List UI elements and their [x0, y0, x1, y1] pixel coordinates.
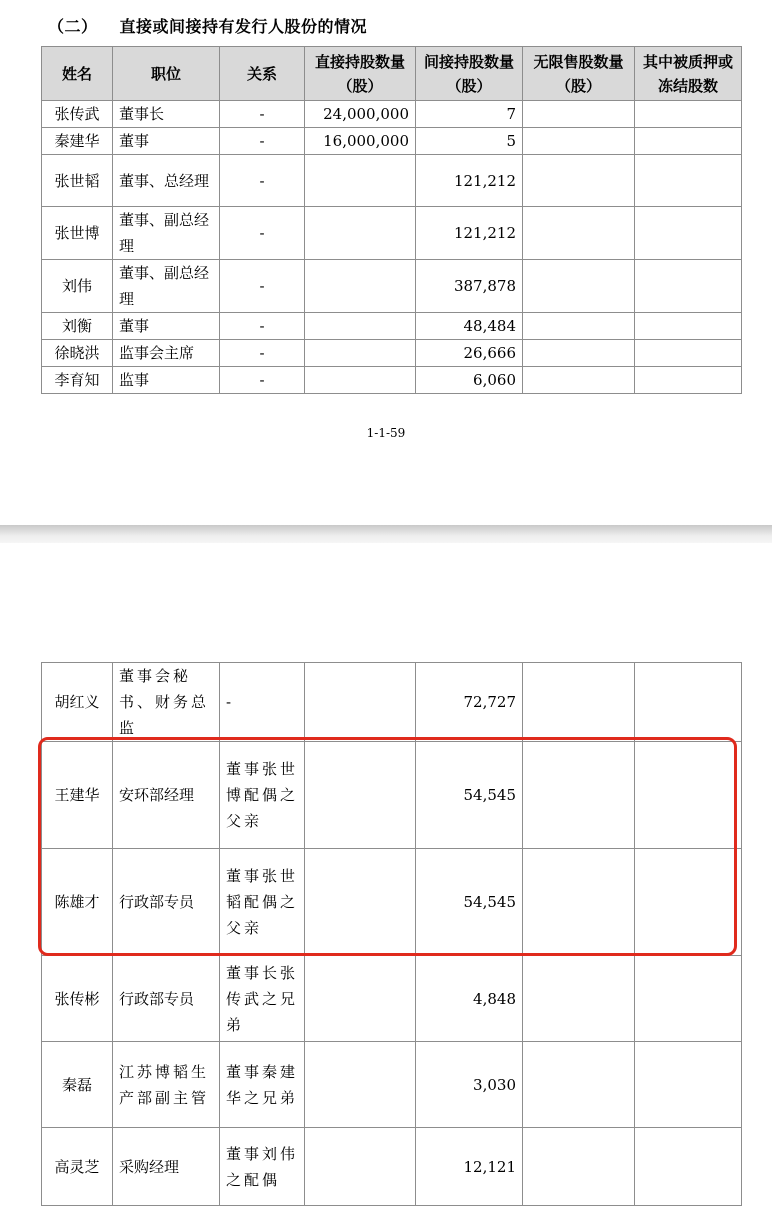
- table-row: [42, 663, 742, 742]
- cell-indirect: 54,545: [416, 849, 523, 956]
- cell-indirect: 6,060: [416, 367, 523, 394]
- cell-pledged: [635, 742, 742, 849]
- cell-position: 行政部专员: [113, 849, 220, 956]
- cell-pledged: [635, 367, 742, 394]
- header-relation: 关系: [220, 47, 305, 101]
- cell-direct: [305, 1042, 416, 1128]
- page-divider: [0, 525, 772, 543]
- cell-unrestricted: [523, 155, 635, 207]
- cell-direct: [305, 956, 416, 1042]
- table-row: [42, 155, 742, 207]
- table-header-row: [42, 47, 742, 101]
- cell-name: 秦磊: [42, 1042, 113, 1128]
- cell-unrestricted: [523, 101, 635, 128]
- cell-position: 江苏博韬生产部副主管: [113, 1042, 220, 1128]
- cell-relation: -: [220, 101, 305, 128]
- header-direct: 直接持股数量（股）: [305, 47, 416, 101]
- header-indirect: 间接持股数量（股）: [416, 47, 523, 101]
- cell-unrestricted: [523, 956, 635, 1042]
- cell-relation: 董事刘伟之配偶: [220, 1128, 305, 1206]
- cell-indirect: 4,848: [416, 956, 523, 1042]
- cell-indirect: 7: [416, 101, 523, 128]
- shareholding-table-page-2: [41, 662, 742, 1206]
- cell-pledged: [635, 663, 742, 742]
- document-page-1: [0, 0, 772, 525]
- cell-direct: [305, 313, 416, 340]
- cell-name: 张传彬: [42, 956, 113, 1042]
- cell-relation: 董事长张传武之兄弟: [220, 956, 305, 1042]
- header-pledged: 其中被质押或冻结股数: [635, 47, 742, 101]
- table-row: [42, 956, 742, 1042]
- section-number: （二）: [48, 17, 98, 36]
- cell-pledged: [635, 155, 742, 207]
- cell-direct: [305, 1128, 416, 1206]
- header-position: 职位: [113, 47, 220, 101]
- cell-indirect: 26,666: [416, 340, 523, 367]
- cell-unrestricted: [523, 128, 635, 155]
- cell-pledged: [635, 260, 742, 313]
- cell-name: 高灵芝: [42, 1128, 113, 1206]
- cell-name: 徐晓洪: [42, 340, 113, 367]
- cell-relation: -: [220, 663, 305, 742]
- section-title: 直接或间接持有发行人股份的情况: [119, 17, 368, 36]
- cell-name: 张传武: [42, 101, 113, 128]
- cell-name: 李育知: [42, 367, 113, 394]
- cell-position: 董事、副总经理: [113, 207, 220, 260]
- cell-name: 陈雄才: [42, 849, 113, 956]
- cell-unrestricted: [523, 742, 635, 849]
- cell-unrestricted: [523, 663, 635, 742]
- cell-pledged: [635, 1042, 742, 1128]
- cell-relation: -: [220, 207, 305, 260]
- cell-indirect: 5: [416, 128, 523, 155]
- table-row: [42, 849, 742, 956]
- cell-name: 张世韬: [42, 155, 113, 207]
- cell-position: 监事: [113, 367, 220, 394]
- cell-direct: 24,000,000: [305, 101, 416, 128]
- table-row: [42, 367, 742, 394]
- cell-relation: -: [220, 260, 305, 313]
- cell-direct: [305, 849, 416, 956]
- cell-position: 监事会主席: [113, 340, 220, 367]
- cell-pledged: [635, 340, 742, 367]
- table-row: [42, 340, 742, 367]
- cell-direct: [305, 663, 416, 742]
- cell-name: 胡红义: [42, 663, 113, 742]
- cell-position: 董事: [113, 128, 220, 155]
- cell-name: 刘伟: [42, 260, 113, 313]
- cell-unrestricted: [523, 367, 635, 394]
- cell-position: 行政部专员: [113, 956, 220, 1042]
- cell-unrestricted: [523, 1128, 635, 1206]
- cell-direct: [305, 367, 416, 394]
- cell-direct: [305, 340, 416, 367]
- cell-position: 董事长: [113, 101, 220, 128]
- cell-indirect: 48,484: [416, 313, 523, 340]
- cell-direct: [305, 742, 416, 849]
- cell-position: 董事: [113, 313, 220, 340]
- cell-unrestricted: [523, 340, 635, 367]
- header-unrestricted: 无限售股数量（股）: [523, 47, 635, 101]
- table-row: [42, 101, 742, 128]
- section-heading: [48, 14, 367, 37]
- cell-pledged: [635, 849, 742, 956]
- cell-name: 王建华: [42, 742, 113, 849]
- cell-unrestricted: [523, 313, 635, 340]
- table-row: [42, 1128, 742, 1206]
- cell-unrestricted: [523, 207, 635, 260]
- cell-pledged: [635, 101, 742, 128]
- cell-pledged: [635, 313, 742, 340]
- table-row: [42, 742, 742, 849]
- cell-indirect: 121,212: [416, 207, 523, 260]
- cell-relation: -: [220, 367, 305, 394]
- cell-indirect: 12,121: [416, 1128, 523, 1206]
- cell-relation: -: [220, 128, 305, 155]
- cell-position: 董事、总经理: [113, 155, 220, 207]
- cell-direct: [305, 207, 416, 260]
- cell-pledged: [635, 128, 742, 155]
- cell-indirect: 72,727: [416, 663, 523, 742]
- cell-position: 安环部经理: [113, 742, 220, 849]
- cell-pledged: [635, 956, 742, 1042]
- cell-relation: 董事秦建华之兄弟: [220, 1042, 305, 1128]
- cell-pledged: [635, 207, 742, 260]
- table-row: [42, 207, 742, 260]
- cell-position: 董事、副总经理: [113, 260, 220, 313]
- cell-relation: -: [220, 340, 305, 367]
- cell-pledged: [635, 1128, 742, 1206]
- cell-indirect: 121,212: [416, 155, 523, 207]
- cell-relation: 董事张世韬配偶之父亲: [220, 849, 305, 956]
- cell-direct: [305, 260, 416, 313]
- cell-unrestricted: [523, 1042, 635, 1128]
- table-row: [42, 260, 742, 313]
- cell-indirect: 3,030: [416, 1042, 523, 1128]
- table-row: [42, 1042, 742, 1128]
- cell-indirect: 387,878: [416, 260, 523, 313]
- cell-direct: 16,000,000: [305, 128, 416, 155]
- header-name: 姓名: [42, 47, 113, 101]
- cell-name: 秦建华: [42, 128, 113, 155]
- cell-name: 张世博: [42, 207, 113, 260]
- cell-relation: -: [220, 313, 305, 340]
- cell-unrestricted: [523, 260, 635, 313]
- cell-name: 刘衡: [42, 313, 113, 340]
- cell-unrestricted: [523, 849, 635, 956]
- table-row: [42, 128, 742, 155]
- cell-relation: -: [220, 155, 305, 207]
- cell-position: 董事会秘书、财务总监: [113, 663, 220, 742]
- shareholding-table-page-1: [41, 46, 742, 394]
- table-row: [42, 313, 742, 340]
- cell-direct: [305, 155, 416, 207]
- cell-relation: 董事张世博配偶之父亲: [220, 742, 305, 849]
- cell-position: 采购经理: [113, 1128, 220, 1206]
- cell-indirect: 54,545: [416, 742, 523, 849]
- page-number: 1-1-59: [366, 426, 406, 440]
